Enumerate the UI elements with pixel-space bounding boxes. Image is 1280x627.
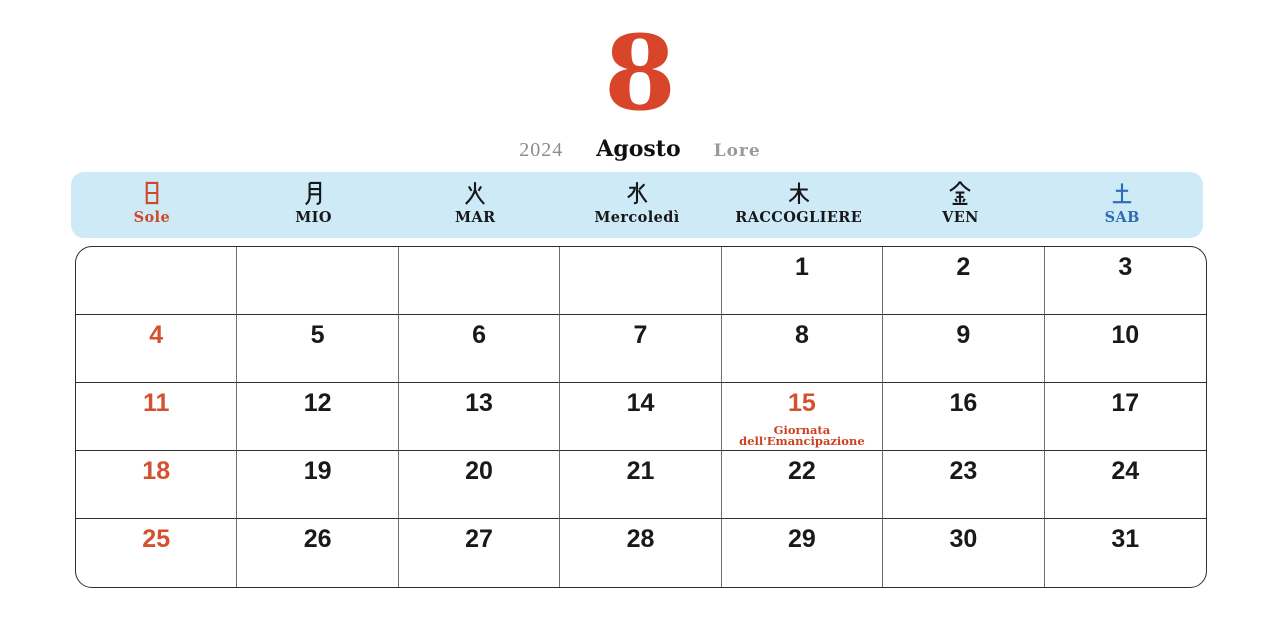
weekday-label: RACCOGLIERE <box>735 209 863 226</box>
day-number: 19 <box>303 457 332 485</box>
day-number: 30 <box>949 525 978 553</box>
day-cell-empty <box>560 247 721 315</box>
day-cell-holiday <box>722 383 883 451</box>
year-label: 2024 <box>519 139 564 161</box>
day-number: 11 <box>142 389 170 417</box>
kanji-earth-icon <box>1108 179 1136 207</box>
day-cell <box>237 315 398 383</box>
day-cell <box>399 519 560 587</box>
weekday-wednesday <box>556 172 718 238</box>
day-number: 26 <box>303 525 332 553</box>
day-number: 28 <box>626 525 655 553</box>
day-number: 18 <box>142 457 171 485</box>
day-number: 29 <box>788 525 816 553</box>
day-cell <box>76 383 237 451</box>
day-number: 4 <box>149 321 164 349</box>
day-number: 24 <box>1111 457 1140 485</box>
day-number: 3 <box>1118 253 1133 281</box>
day-number: 8 <box>794 321 809 349</box>
weekday-label: Sole <box>133 209 171 226</box>
day-cell <box>237 519 398 587</box>
day-number: 10 <box>1111 321 1140 349</box>
kanji-fire-icon <box>461 179 489 207</box>
day-cell <box>1045 519 1206 587</box>
day-number: 31 <box>1111 525 1140 553</box>
day-cell <box>76 519 237 587</box>
day-number: 13 <box>465 389 493 417</box>
kanji-moon-icon <box>300 179 328 207</box>
day-number: 12 <box>303 389 332 417</box>
day-cell <box>883 247 1044 315</box>
month-number: 8 <box>604 12 676 134</box>
day-number: 7 <box>633 321 648 349</box>
weekday-thursday <box>718 172 880 238</box>
kanji-gold-icon <box>946 179 974 207</box>
day-cell <box>237 451 398 519</box>
header-meta <box>0 136 1280 162</box>
day-cell-empty <box>399 247 560 315</box>
month-name: Agosto <box>596 136 681 162</box>
weekday-header-band <box>71 172 1203 238</box>
day-cell <box>560 451 721 519</box>
day-number: 2 <box>956 253 971 281</box>
kanji-sun-icon <box>138 179 166 207</box>
day-number: 25 <box>142 525 171 553</box>
kanji-water-icon <box>623 179 651 207</box>
day-cell <box>1045 451 1206 519</box>
day-number: 14 <box>626 389 655 417</box>
day-cell <box>399 383 560 451</box>
day-cell-empty <box>237 247 398 315</box>
calendar-grid <box>75 246 1207 588</box>
weekday-label: SAB <box>1104 209 1140 226</box>
weekday-tuesday <box>394 172 556 238</box>
weekday-label: MIO <box>295 209 332 226</box>
weekday-label: Mercoledì <box>594 209 680 226</box>
day-number: 22 <box>788 457 816 485</box>
day-number: 15 <box>788 389 816 417</box>
day-cell <box>76 315 237 383</box>
day-cell <box>883 451 1044 519</box>
day-cell <box>883 315 1044 383</box>
day-number: 21 <box>626 457 655 485</box>
day-cell <box>1045 383 1206 451</box>
header-note: Lore <box>713 141 761 161</box>
day-cell <box>76 451 237 519</box>
day-cell <box>1045 315 1206 383</box>
day-cell-empty <box>76 247 237 315</box>
weekday-sunday <box>71 172 233 238</box>
day-number: 20 <box>465 457 493 485</box>
weekday-label: VEN <box>942 209 979 226</box>
weekday-label: MAR <box>455 209 496 226</box>
day-cell <box>722 247 883 315</box>
day-number: 16 <box>949 389 978 417</box>
kanji-tree-icon <box>785 179 813 207</box>
day-cell <box>883 519 1044 587</box>
day-number: 17 <box>1111 389 1140 417</box>
day-cell <box>560 315 721 383</box>
day-number: 9 <box>956 321 971 349</box>
day-number: 5 <box>310 321 325 349</box>
day-cell <box>722 451 883 519</box>
day-cell <box>883 383 1044 451</box>
day-cell <box>237 383 398 451</box>
day-number: 27 <box>465 525 493 553</box>
weekday-friday <box>880 172 1042 238</box>
day-number: 23 <box>949 457 978 485</box>
day-number: 6 <box>472 321 487 349</box>
day-cell <box>722 519 883 587</box>
day-cell <box>399 315 560 383</box>
day-cell <box>560 383 721 451</box>
day-cell <box>560 519 721 587</box>
weekday-saturday <box>1041 172 1203 238</box>
weekday-monday <box>233 172 395 238</box>
holiday-label: Giornata dell'Emancipazione <box>739 422 865 448</box>
day-cell <box>722 315 883 383</box>
day-number: 1 <box>794 253 809 281</box>
day-cell <box>399 451 560 519</box>
day-cell <box>1045 247 1206 315</box>
